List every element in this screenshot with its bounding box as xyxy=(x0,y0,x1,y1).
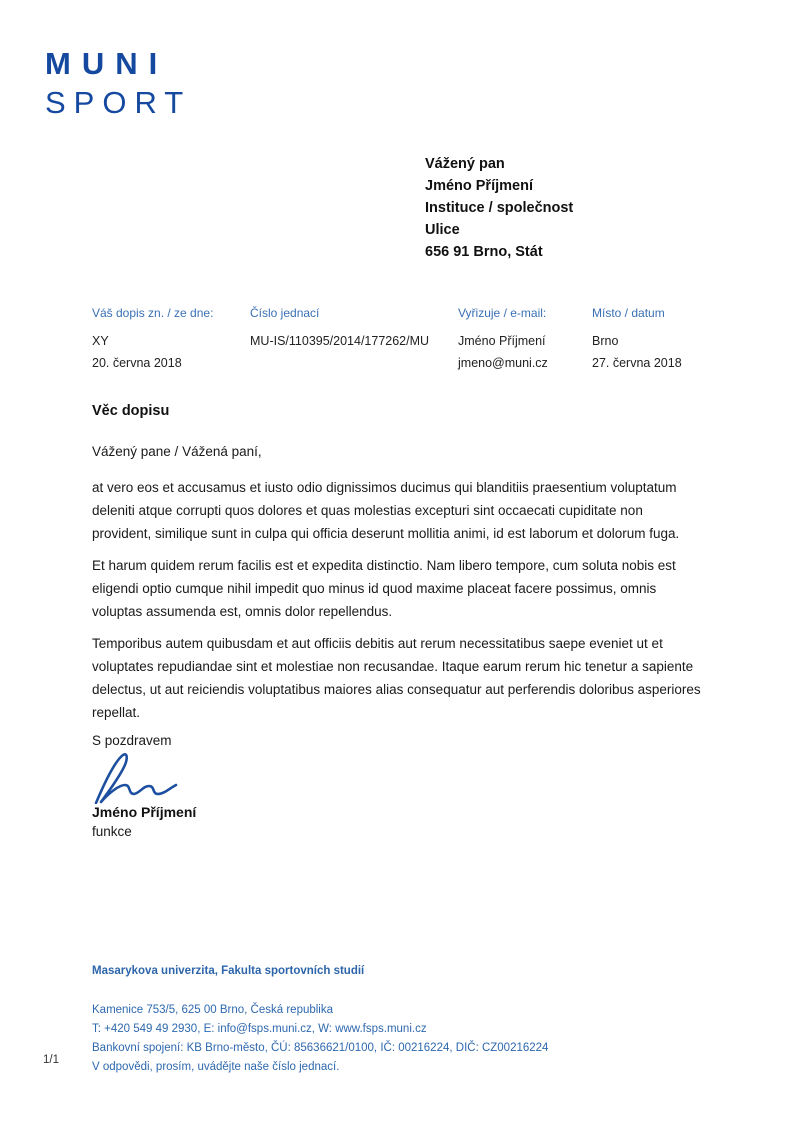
meta-column-file-number xyxy=(250,306,429,352)
meta-value: Jméno Příjmení xyxy=(458,334,546,348)
salutation: Vážený pane / Vážená paní, xyxy=(92,444,262,459)
footer-institution: Masarykova univerzita, Fakulta sportovních studií xyxy=(92,965,365,977)
meta-label: Místo / datum xyxy=(592,306,665,320)
logo-line-muni: MUNI xyxy=(45,46,169,81)
letter-body xyxy=(92,403,704,839)
recipient-line: Ulice xyxy=(425,222,460,238)
meta-label: Číslo jednací xyxy=(250,306,320,320)
meta-label: Váš dopis zn. / ze dne: xyxy=(92,306,214,320)
page-number: 1/1 xyxy=(43,1054,59,1066)
signer-name: Jméno Příjmení xyxy=(92,804,197,820)
meta-column-handled-by xyxy=(458,306,548,374)
closing-phrase: S pozdravem xyxy=(92,733,172,748)
body-paragraph: Temporibus autem quibusdam et aut officiis debitis aut rerum necessitatibus saepe eveniet ut et voluptates repudiandae sint et molestiae non recusandae. Itaque earum rerum hic tenetur a sapiente delectus, ut aut reiciendis voluptatibus maiores alias consequatur aut perferendis doloribus asperiores repellat. xyxy=(92,636,701,720)
logo-line-sport: SPORT xyxy=(45,85,192,120)
recipient-line: Jméno Příjmení xyxy=(425,178,533,194)
muni-sport-logo xyxy=(45,48,191,118)
meta-value: 20. června 2018 xyxy=(92,356,182,370)
body-paragraph: at vero eos et accusamus et iusto odio dignissimos ducimus qui blanditiis praesentium voluptatum deleniti atque corrupti quos dolores et quas molestias excepturi sint occaecati cupiditate non provident, similique sunt in culpa qui officia deserunt mollitia animi, id est laborum et dolorum fuga. xyxy=(92,480,680,541)
meta-value: MU-IS/110395/2014/177262/MU xyxy=(250,334,430,348)
signer-role: funkce xyxy=(92,824,132,839)
footer-address-line: Kamenice 753/5, 625 00 Brno, Česká republika xyxy=(92,1004,334,1016)
body-paragraph: Et harum quidem rerum facilis est et expedita distinctio. Nam libero tempore, cum soluta nobis est eligendi optio cumque nihil impedit quo minus id quod maxime placeat facere possimus, omnis voluptas assumenda est, omnis dolor repellendus. xyxy=(92,558,676,619)
meta-value: Brno xyxy=(592,334,619,348)
meta-column-your-ref xyxy=(92,306,213,374)
footer-contact-line: T: +420 549 49 2930, E: info@fsps.muni.cz, W: www.fsps.muni.cz xyxy=(92,1023,427,1035)
meta-value: jmeno@muni.cz xyxy=(458,356,548,370)
recipient-line: 656 91 Brno, Stát xyxy=(425,244,543,260)
meta-label: Vyřizuje / e-mail: xyxy=(458,306,547,320)
footer-bank-line: Bankovní spojení: KB Brno-město, ČÚ: 85636621/0100, IČ: 00216224, DIČ: CZ00216224 xyxy=(92,1042,549,1054)
footer-note-line: V odpovědi, prosím, uvádějte naše číslo jednací. xyxy=(92,1061,340,1073)
signature-icon xyxy=(88,752,704,804)
recipient-line: Instituce / společnost xyxy=(425,200,574,216)
recipient-line: Vážený pan xyxy=(425,156,505,172)
subject-line: Věc dopisu xyxy=(92,403,170,419)
meta-column-place-date xyxy=(592,306,682,374)
recipient-address-block xyxy=(425,153,573,263)
meta-value: XY xyxy=(92,334,109,348)
meta-value: 27. června 2018 xyxy=(592,356,682,370)
footer-contact-block xyxy=(92,1001,548,1077)
